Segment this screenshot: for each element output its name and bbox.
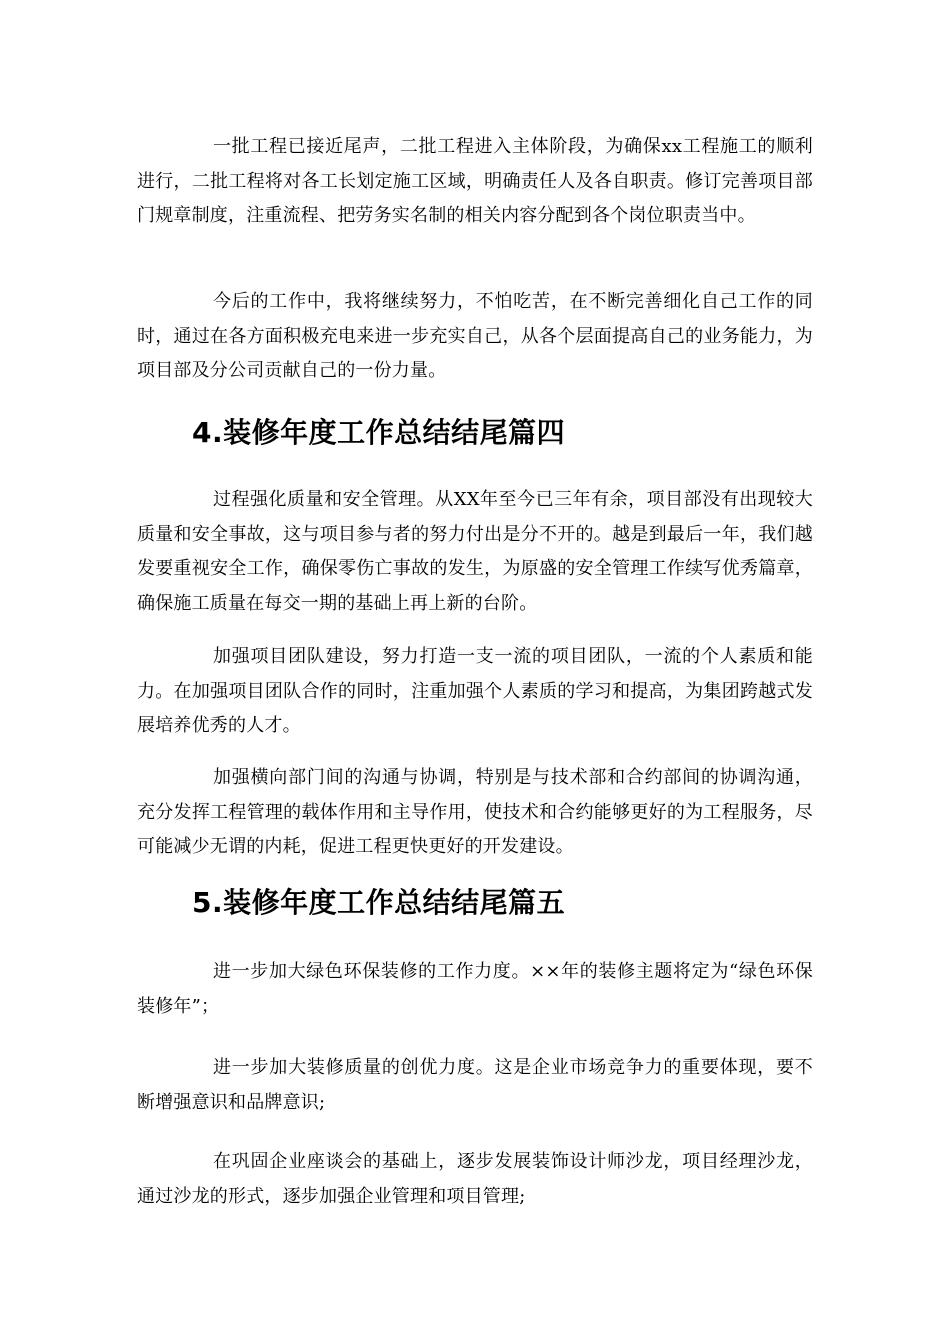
section-5-paragraph-2: 进一步加大装修质量的创优力度。这是企业市场竞争力的重要体现，要不断增强意识和品牌意识;	[137, 1057, 813, 1113]
section-4-paragraph-1: 过程强化质量和安全管理。从XX年至今已三年有余，项目部没有出现较大质量和安全事故，这与项目参与者的努力付出是分不开的。越是到最后一年，我们越发要重视安全工作，确保零伤亡事故的发生，为原盛的安全管理工作续写优秀篇章，确保施工质量在每交一期的基础上再上新的台阶。	[137, 489, 813, 614]
intro-paragraph-1: 一批工程已接近尾声，二批工程进入主体阶段，为确保xx工程施工的顺利进行，二批工程将对各工长划定施工区域，明确责任人及各自职责。修订完善项目部门规章制度，注重流程、把劳务实名制的相关内容分配到各个岗位职责当中。	[137, 136, 813, 226]
section-4-paragraph-3: 加强横向部门间的沟通与协调，特别是与技术部和合约部间的协调沟通，充分发挥工程管理的载体作用和主导作用，使技术和合约能够更好的为工程服务，尽可能减少无谓的内耗，促进工程更快更好的开发建设。	[137, 767, 813, 857]
section-5-paragraph-3: 在巩固企业座谈会的基础上，逐步发展装饰设计师沙龙，项目经理沙龙，通过沙龙的形式，逐步加强企业管理和项目管理;	[137, 1151, 813, 1207]
section-5-heading: 5.装修年度工作总结结尾篇五	[192, 886, 566, 919]
section-4-heading: 4.装修年度工作总结结尾篇四	[192, 416, 566, 449]
intro-paragraph-2: 今后的工作中，我将继续努力，不怕吃苦，在不断完善细化自己工作的同时，通过在各方面积极充电来进一步充实自己，从各个层面提高自己的业务能力，为项目部及分公司贡献自己的一份力量。	[137, 291, 813, 381]
section-4-paragraph-2: 加强项目团队建设，努力打造一支一流的项目团队，一流的个人素质和能力。在加强项目团队合作的同时，注重加强个人素质的学习和提高，为集团跨越式发展培养优秀的人才。	[137, 646, 813, 736]
section-5-paragraph-1: 进一步加大绿色环保装修的工作力度。××年的装修主题将定为“绿色环保装修年”；	[137, 961, 813, 1017]
